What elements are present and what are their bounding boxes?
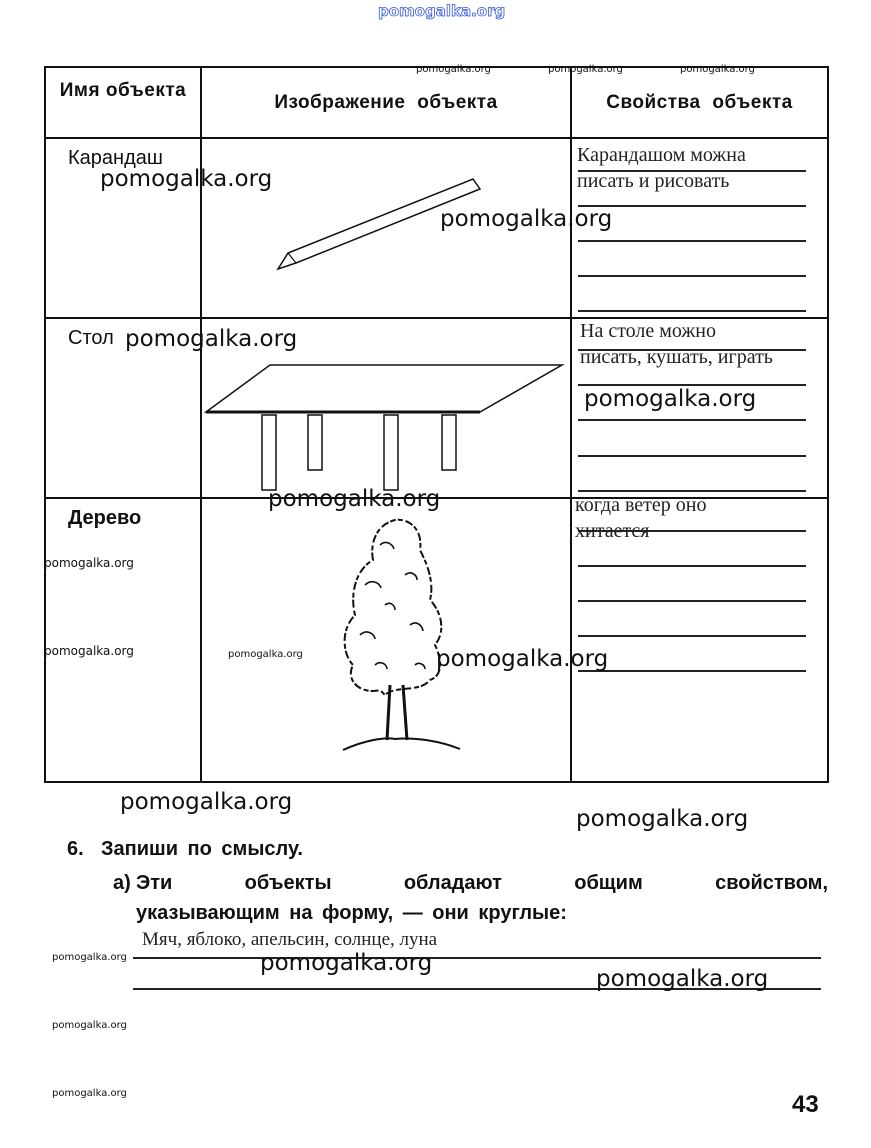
property-text: писать, кушать, играть [580, 346, 773, 368]
page-number: 43 [792, 1091, 819, 1118]
row-name-pencil: Карандаш [68, 147, 163, 169]
table-divider [44, 137, 829, 139]
watermark: pomogalka.org [436, 646, 609, 672]
watermark: pomogalka.org [52, 952, 127, 963]
watermark: pomogalka.org [52, 1088, 127, 1099]
watermark: pomogalka.org [268, 486, 441, 512]
watermark: pomogalka.org [125, 326, 298, 352]
property-text: писать и рисовать [577, 170, 730, 192]
task-line2: указывающим на форму, — они круглые: [136, 902, 567, 924]
property-text: На столе можно [580, 320, 716, 342]
answer-text: Мяч, яблоко, апельсин, солнце, луна [142, 929, 438, 950]
watermark: pomogalka.org [596, 966, 769, 992]
property-text: Карандашом можна [577, 144, 746, 166]
watermark: pomogalka.org [44, 644, 134, 658]
watermark: pomogalka.org [44, 556, 134, 570]
task-number: 6. [67, 838, 84, 860]
row-name-tree: Дерево [68, 507, 142, 529]
task-title: Запиши по смыслу. [101, 838, 303, 860]
watermark: pomogalka.org [680, 64, 755, 75]
watermark: pomogalka.org [440, 206, 613, 232]
watermark: pomogalka.org [52, 1020, 127, 1031]
header-name: Имя объекта [59, 80, 187, 101]
table-border-left [44, 66, 46, 783]
watermark: pomogalka.org [100, 166, 273, 192]
watermark: pomogalka.org [228, 649, 303, 660]
table-border-bottom [44, 781, 829, 783]
header-properties: Свойства объекта [606, 92, 793, 113]
property-text: хитается [575, 520, 650, 542]
table-drawing [200, 360, 570, 495]
header-image: Изображение объекта [274, 92, 498, 113]
watermark: pomogalka.org [260, 950, 433, 976]
watermark: pomogalka.org [584, 386, 757, 412]
watermark: pomogalka.org [416, 64, 491, 75]
task-part-label: а) [113, 872, 131, 894]
row-name-table: Стол [68, 327, 114, 349]
table-border-right [827, 66, 829, 783]
table-divider [570, 66, 572, 783]
watermark-top: pomogalka.org [378, 2, 506, 20]
tree-drawing [335, 515, 465, 755]
watermark: pomogalka.org [576, 806, 749, 832]
watermark: pomogalka.org [548, 64, 623, 75]
answer-line [133, 957, 821, 959]
property-text: когда ветер оно [575, 494, 707, 516]
watermark: pomogalka.org [120, 789, 293, 815]
task-line1: Эти объекты обладают общим свойством, [136, 872, 828, 894]
table-divider [44, 317, 829, 319]
